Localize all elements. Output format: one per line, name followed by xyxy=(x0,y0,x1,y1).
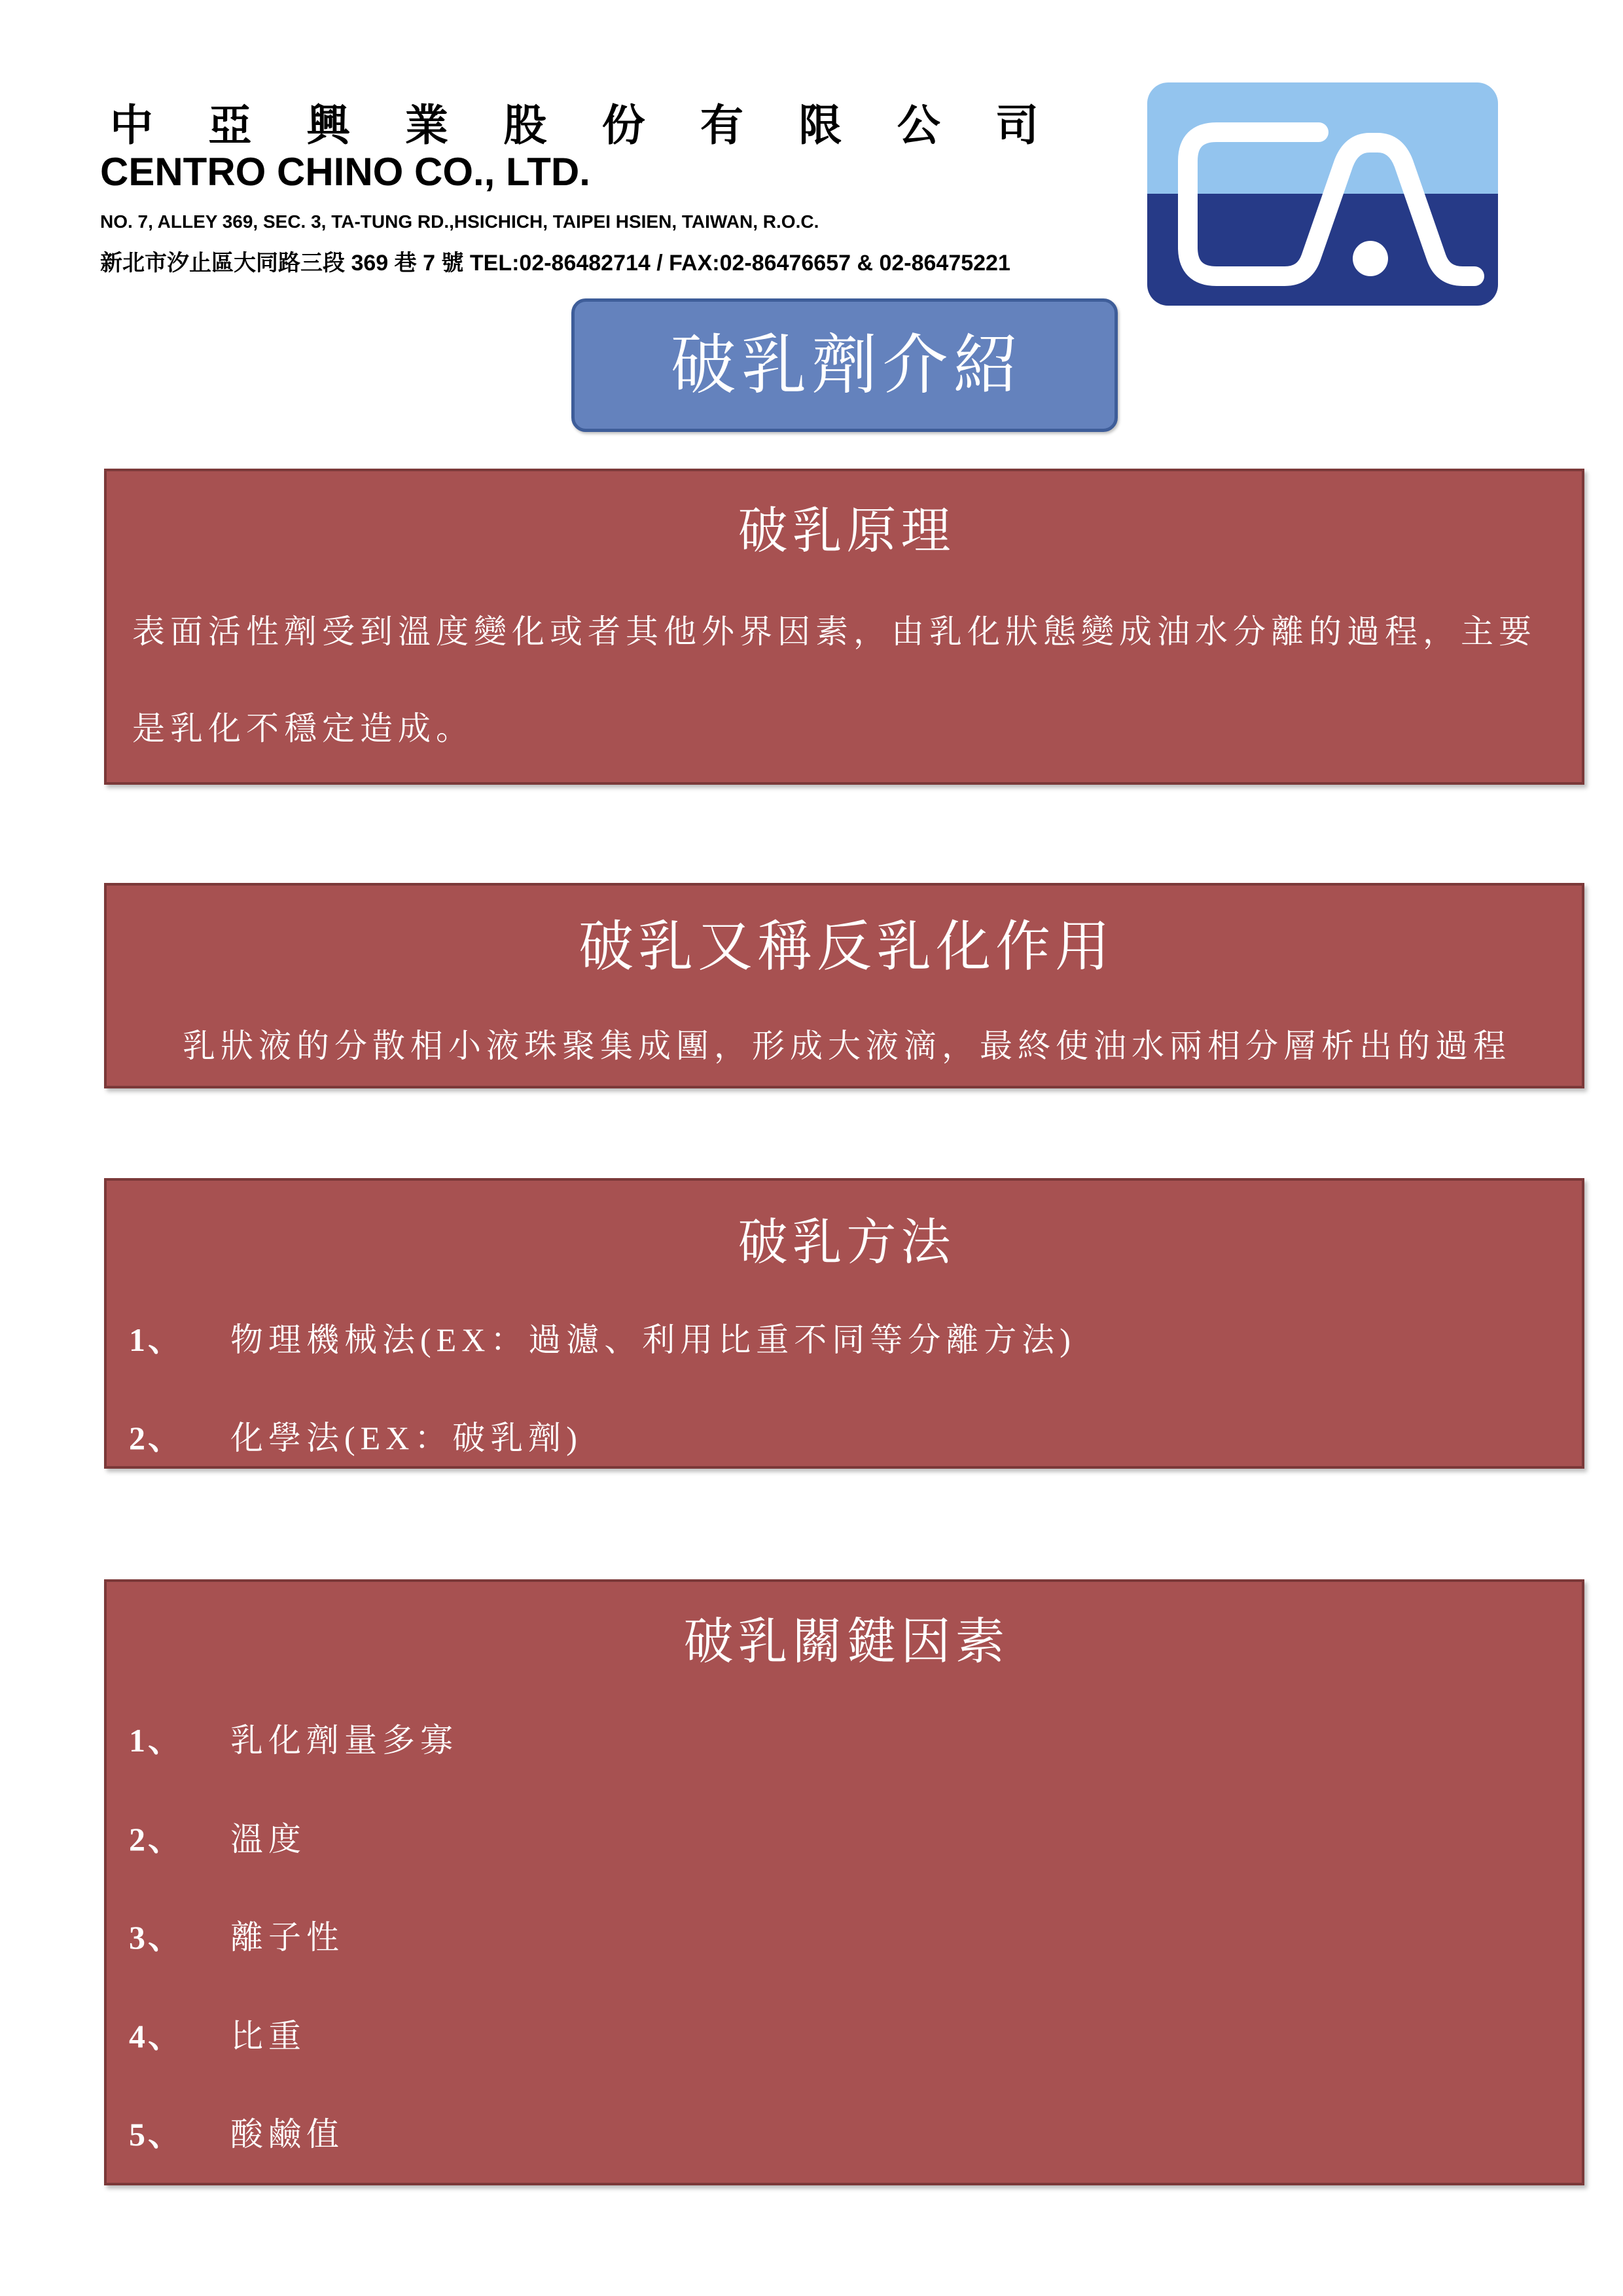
page-title-box xyxy=(571,298,1118,432)
list-item-number: 2、 xyxy=(129,1821,183,1857)
company-address-en: NO. 7, ALLEY 369, SEC. 3, TA-TUNG RD.,HSICHICH, TAIPEI HSIEN, TAIWAN, R.O.C. xyxy=(100,211,819,232)
section-principle xyxy=(104,469,1584,785)
list-item xyxy=(107,2017,1582,2056)
list-item-text: 物理機械法(EX：過濾、利用比重不同等分離方法) xyxy=(230,1321,1076,1358)
list-item-number: 1、 xyxy=(129,1321,183,1358)
company-address-zh: 新北市汐止區大同路三段 369 巷 7 號 TEL:02-86482714 / FAX:02-86476657 & 02-86475221 xyxy=(100,251,1010,276)
list-item-text: 乳化劑量多寡 xyxy=(230,1722,458,1759)
page-title: 破乳劑介紹 xyxy=(670,327,1024,403)
list-item xyxy=(107,1721,1582,1760)
list-item-text: 化學法(EX：破乳劑) xyxy=(230,1420,582,1456)
list-item xyxy=(107,1320,1582,1359)
list-item-number: 1、 xyxy=(129,1722,183,1759)
section-methods-title: 破乳方法 xyxy=(738,1215,955,1270)
section-key-factors xyxy=(104,1579,1584,2185)
company-name-zh: 中 亞 興 業 股 份 有 限 公 司 xyxy=(110,101,1061,149)
list-item-number: 2、 xyxy=(129,1420,183,1456)
list-item xyxy=(107,1918,1582,1957)
list-item xyxy=(107,1820,1582,1859)
section-definition-title: 破乳又稱反乳化作用 xyxy=(578,917,1115,978)
list-item-text: 溫度 xyxy=(230,1821,306,1857)
list-item xyxy=(107,2115,1582,2154)
section-methods xyxy=(104,1178,1584,1469)
section-definition-body: 乳狀液的分散相小液珠聚集成團，形成大液滴，最終使油水兩相分層析出的過程 xyxy=(183,1028,1511,1064)
list-item-number: 3、 xyxy=(129,1919,183,1956)
list-item-number: 5、 xyxy=(129,2116,183,2153)
company-logo xyxy=(1147,82,1498,306)
section-principle-body: 表面活性劑受到溫度變化或者其他外界因素，由乳化狀態變成油水分離的過程，主要是乳化不穩定造成。 xyxy=(132,613,1537,747)
company-name-en: CENTRO CHINO CO., LTD. xyxy=(100,150,590,194)
list-item-number: 4、 xyxy=(129,2018,183,2054)
section-principle-title: 破乳原理 xyxy=(738,504,955,559)
section-key-factors-title: 破乳關鍵因素 xyxy=(683,1615,1010,1670)
section-definition xyxy=(104,883,1584,1088)
list-item-text: 比重 xyxy=(230,2018,306,2054)
logo-dot xyxy=(1353,241,1388,276)
ca-logo-icon xyxy=(1147,82,1498,306)
list-item xyxy=(107,1418,1582,1458)
list-item-text: 離子性 xyxy=(230,1919,344,1956)
list-item-text: 酸鹼值 xyxy=(230,2116,344,2153)
